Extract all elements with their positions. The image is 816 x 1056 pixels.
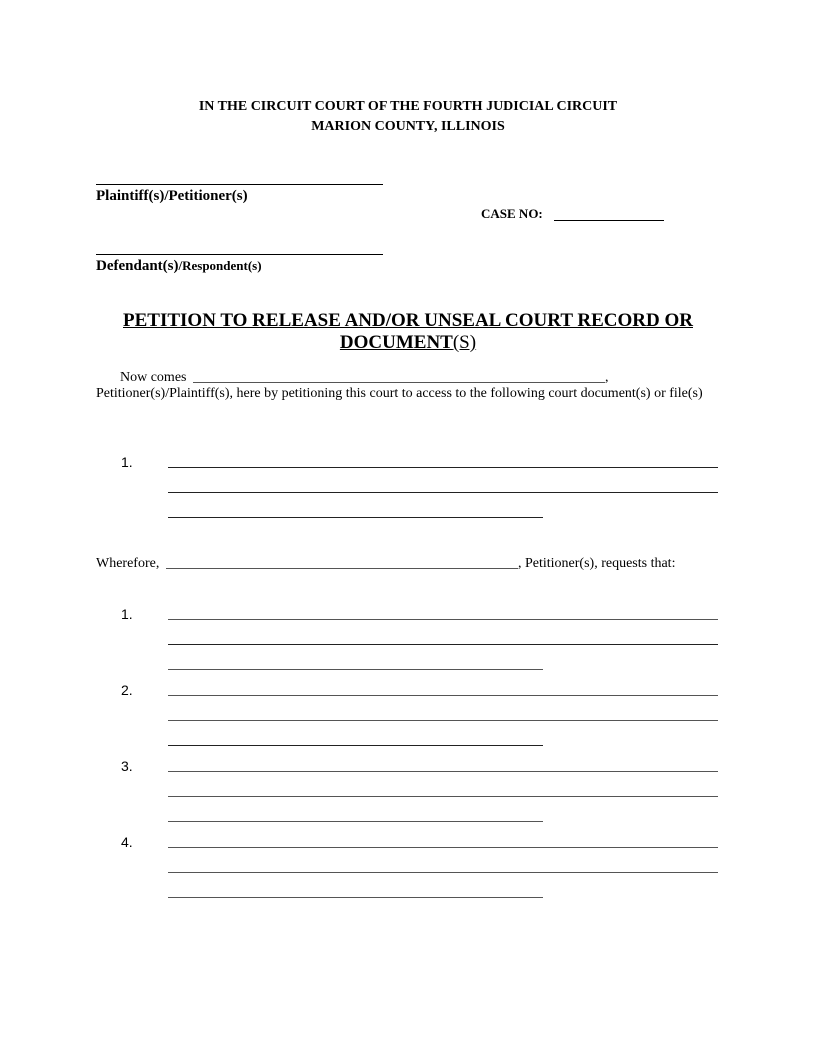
request-3-line-1[interactable]: [168, 771, 718, 772]
document-item-number: 1.: [121, 454, 133, 470]
request-1-line-1[interactable]: [168, 619, 718, 620]
request-3-line-2[interactable]: [168, 796, 718, 797]
respondent-label: /Respondent(s): [178, 258, 262, 273]
now-comes-text: Now comes: [120, 370, 187, 385]
petition-title-line2: [0, 332, 816, 354]
request-item-number: 2.: [121, 682, 133, 698]
request-2-line-2[interactable]: [168, 720, 718, 721]
wherefore-name-field[interactable]: [166, 568, 518, 569]
request-2-line-1[interactable]: [168, 695, 718, 696]
request-3-line-3[interactable]: [168, 821, 543, 822]
plaintiff-name-line[interactable]: [96, 184, 383, 185]
document-line-2[interactable]: [168, 492, 718, 493]
petition-title-main: DOCUMENT: [339, 332, 453, 353]
wherefore-prefix: Wherefore,: [96, 556, 160, 571]
case-number-field[interactable]: [554, 220, 664, 221]
case-number-label: [481, 206, 543, 222]
case-number-text: CASE NO:: [481, 206, 543, 221]
document-line-3[interactable]: [168, 517, 543, 518]
request-4-line-2[interactable]: [168, 872, 718, 873]
petition-title-line1: PETITION TO RELEASE AND/OR UNSEAL COURT RECORD OR: [123, 310, 693, 331]
defendant-label-main: Defendant(s): [96, 258, 179, 274]
defendant-label: [96, 258, 262, 275]
now-comes-comma: ,: [605, 370, 609, 385]
plaintiff-label: Plaintiff(s)/Petitioner(s): [96, 188, 248, 204]
request-item-number: 3.: [121, 758, 133, 774]
wherefore-suffix: , Petitioner(s), requests that:: [518, 556, 676, 571]
request-item-number: 4.: [121, 834, 133, 850]
petition-title-suffix: (S): [452, 332, 477, 353]
court-heading-line2: MARION COUNTY, ILLINOIS: [311, 119, 505, 134]
request-1-line-2[interactable]: [168, 644, 718, 645]
request-1-line-3[interactable]: [168, 669, 543, 670]
court-heading-line1: IN THE CIRCUIT COURT OF THE FOURTH JUDICIAL CIRCUIT: [198, 99, 618, 114]
request-item-number: 1.: [121, 606, 133, 622]
request-4-line-1[interactable]: [168, 847, 718, 848]
intro-body: Petitioner(s)/Plaintiff(s), here by petitioning this court to access to the following court document(s) or file(s): [96, 386, 703, 401]
defendant-name-line[interactable]: [96, 254, 383, 255]
petitioner-name-field[interactable]: [193, 382, 605, 383]
now-comes-line: [120, 370, 187, 386]
document-line-1[interactable]: [168, 467, 718, 468]
request-2-line-3[interactable]: [168, 745, 543, 746]
request-4-line-3[interactable]: [168, 897, 543, 898]
